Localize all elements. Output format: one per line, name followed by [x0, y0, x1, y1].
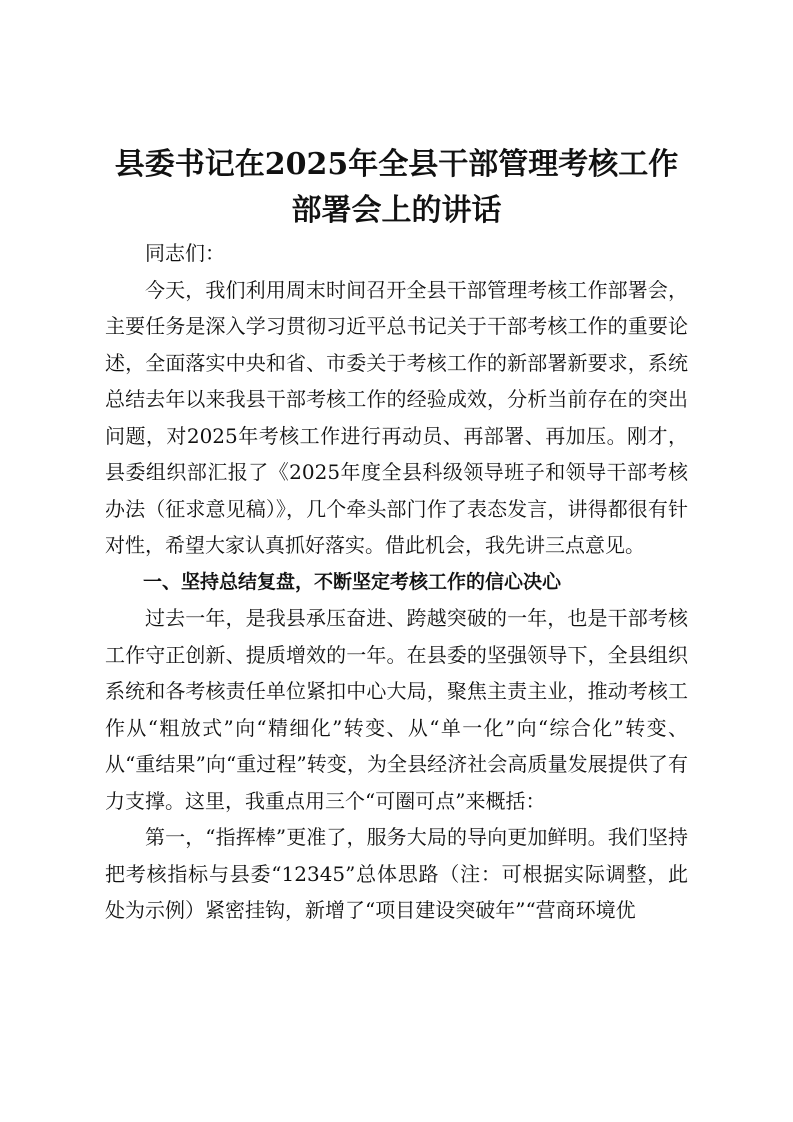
paragraph: 今天，我们利用周末时间召开全县干部管理考核工作部署会，主要任务是深入学习贯彻习近平总书记关于干部考核工作的重要论述，全面落实中央和省、市委关于考核工作的新部署新要求，系统总结去年以来我县干部考核工作的经验成效，分析当前存在的突出问题，对2025年考核工作进行再动员、再部署、再加压。刚才，县委组织部汇报了《2025年度全县科级领导班子和领导干部考核办法（征求意见稿）》，几个牵头部门作了表态发言，讲得都很有针对性，希望大家认真抓好落实。借此机会，我先讲三点意见。 — [105, 277, 688, 557]
section-heading: 一、坚持总结复盘，不断坚定考核工作的信心决心 — [143, 570, 562, 593]
paragraph: 过去一年，是我县承压奋进、跨越突破的一年，也是干部考核工作守正创新、提质增效的一年。在县委的坚强领导下，全县组织系统和各考核责任单位紧扣中心大局，聚焦主责主业，推动考核工作从“粗放式”向“精细化”转变、从“单一化”向“综合化”转变、从“重结果”向“重过程”转变，为全县经济社会高质量发展提供了有力支撑。这里，我重点用三个“可圈可点”来概括： — [105, 606, 688, 813]
document-body — [105, 235, 688, 929]
document-title: 县委书记在2025年全县干部管理考核工作部署会上的讲话 — [114, 147, 679, 228]
paragraph: 第一，“指挥棒”更准了，服务大局的导向更加鲜明。我们坚持把考核指标与县委“12345”总体思路（注：可根据实际调整，此处为示例）紧密挂钩，新增了“项目建设突破年”“营商环境优 — [105, 825, 688, 922]
salutation: 同志们： — [145, 241, 225, 265]
